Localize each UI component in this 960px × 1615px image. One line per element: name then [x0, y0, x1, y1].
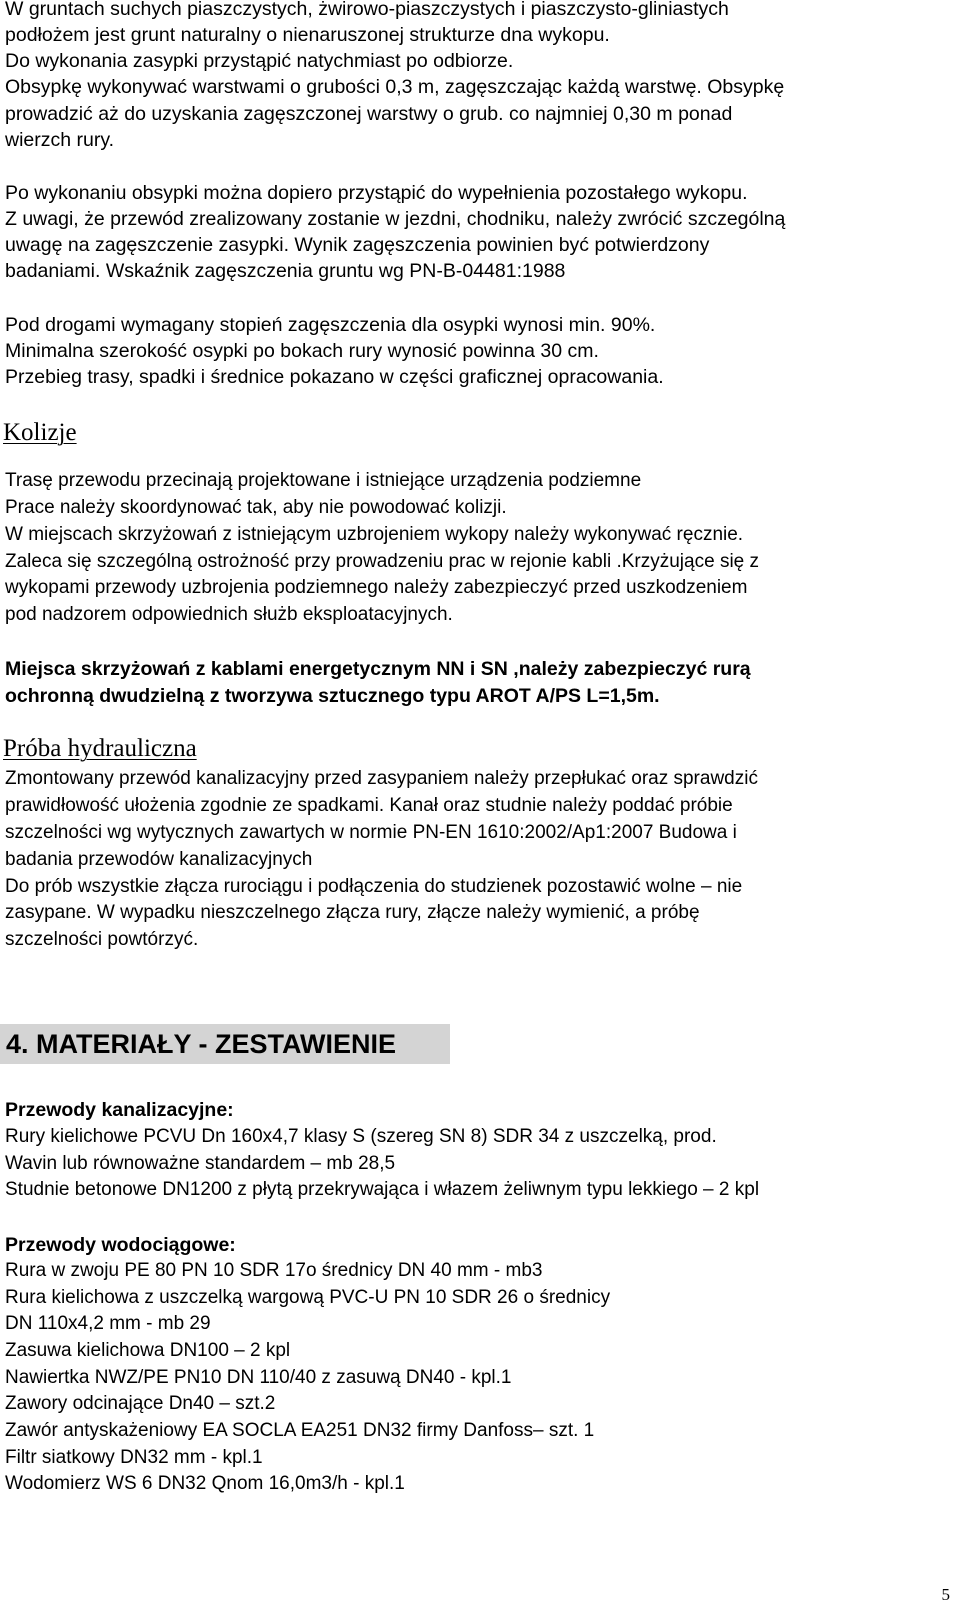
body-text-line: pod nadzorem odpowiednich służb eksploatacyjnych. — [5, 604, 453, 625]
section-4-heading: 4. MATERIAŁY - ZESTAWIENIE — [0, 1024, 450, 1064]
body-text-line: podłożem jest grunt naturalny o nienaruszonej strukturze dna wykopu. — [5, 24, 610, 46]
material-line: Rura kielichowa z uszczelką wargową PVC-U PN 10 SDR 26 o średnicy — [5, 1287, 611, 1308]
body-text-line: Przebieg trasy, spadki i średnice pokazano w części graficznej opracowania. — [5, 366, 664, 388]
body-text-line: szczelności wg wytycznych zawartych w normie PN-EN 1610:2002/Ap1:2007 Budowa i — [5, 822, 737, 843]
material-line: Rura w zwoju PE 80 PN 10 SDR 17o średnicy DN 40 mm - mb3 — [5, 1260, 543, 1281]
body-text-line: W miejscach skrzyżowań z istniejącym uzbrojeniem wykopy należy wykonywać ręcznie. — [5, 524, 744, 545]
body-text-line: Po wykonaniu obsypki można dopiero przystąpić do wypełnienia pozostałego wykopu. — [5, 182, 748, 204]
bold-warning-line: Miejsca skrzyżowań z kablami energetycznym NN i SN ,należy zabezpieczyć rurą — [5, 658, 751, 680]
body-text-line: prowadzić aż do uzyskania zagęszczonej warstwy o grub. co najmniej 0,30 m ponad — [5, 103, 733, 125]
body-text-line: Trasę przewodu przecinają projektowane i istniejące urządzenia podziemne — [5, 470, 642, 491]
bold-warning-line: ochronną dwudzielną z tworzywa sztucznego typu AROT A/PS L=1,5m. — [5, 685, 660, 707]
material-line: DN 110x4,2 mm - mb 29 — [5, 1313, 211, 1334]
page-number: 5 — [941, 1585, 950, 1604]
subheading-wodociagowe: Przewody wodociągowe: — [5, 1234, 236, 1256]
body-text-line: Do wykonania zasypki przystąpić natychmiast po odbiorze. — [5, 50, 514, 72]
body-text-line: Zaleca się szczególną ostrożność przy prowadzeniu prac w rejonie kabli .Krzyżujące się z — [5, 551, 760, 572]
section-heading-kolizje: Kolizje — [3, 419, 77, 446]
material-line: Zasuwa kielichowa DN100 – 2 kpl — [5, 1340, 291, 1361]
body-text-line: Z uwagi, że przewód zrealizowany zostanie w jezdni, chodniku, należy zwrócić szczególną — [5, 208, 786, 230]
material-line: Zawór antyskażeniowy EA SOCLA EA251 DN32 firmy Danfoss– szt. 1 — [5, 1420, 595, 1441]
body-text-line: Zmontowany przewód kanalizacyjny przed zasypaniem należy przepłukać oraz sprawdzić — [5, 768, 758, 789]
material-line: Wavin lub równoważne standardem – mb 28,5 — [5, 1153, 396, 1174]
body-text-line: uwagę na zagęszczenie zasypki. Wynik zagęszczenia powinien być potwierdzony — [5, 234, 710, 256]
body-text-line: Minimalna szerokość osypki po bokach rury wynosić powinna 30 cm. — [5, 340, 599, 362]
body-text-line: badania przewodów kanalizacyjnych — [5, 849, 313, 870]
material-line: Nawiertka NWZ/PE PN10 DN 110/40 z zasuwą DN40 - kpl.1 — [5, 1367, 512, 1388]
material-line: Wodomierz WS 6 DN32 Qnom 16,0m3/h - kpl.1 — [5, 1473, 405, 1494]
material-line: Rury kielichowe PCVU Dn 160x4,7 klasy S (szereg SN 8) SDR 34 z uszczelką, prod. — [5, 1126, 717, 1147]
body-text-line: zasypane. W wypadku nieszczelnego złącza rury, złącze należy wymienić, a próbę — [5, 902, 700, 923]
material-line: Filtr siatkowy DN32 mm - kpl.1 — [5, 1447, 263, 1468]
body-text-line: Pod drogami wymagany stopień zagęszczenia dla osypki wynosi min. 90%. — [5, 314, 656, 336]
subheading-kanalizacyjne: Przewody kanalizacyjne: — [5, 1099, 234, 1121]
material-line: Zawory odcinające Dn40 – szt.2 — [5, 1393, 276, 1414]
body-text-line: wykopami przewody uzbrojenia podziemnego należy zabezpieczyć przed uszkodzeniem — [5, 577, 748, 598]
body-text-line: prawidłowość ułożenia zgodnie ze spadkami. Kanał oraz studnie należy poddać próbie — [5, 795, 733, 816]
body-text-line: szczelności powtórzyć. — [5, 929, 199, 950]
body-text-line: Prace należy skoordynować tak, aby nie powodować kolizji. — [5, 497, 507, 518]
body-text-line: badaniami. Wskaźnik zagęszczenia gruntu wg PN-B-04481:1988 — [5, 260, 566, 282]
body-text-line: W gruntach suchych piaszczystych, żwirowo-piaszczystych i piaszczysto-gliniastych — [5, 0, 729, 20]
body-text-line: wierzch rury. — [5, 129, 115, 151]
body-text-line: Do prób wszystkie złącza rurociągu i podłączenia do studzienek pozostawić wolne – nie — [5, 876, 743, 897]
body-text-line: Obsypkę wykonywać warstwami o grubości 0,3 m, zagęszczając każdą warstwę. Obsypkę — [5, 76, 785, 98]
section-heading-proba: Próba hydrauliczna — [3, 735, 197, 762]
material-line: Studnie betonowe DN1200 z płytą przekrywająca i włazem żeliwnym typu lekkiego – 2 kpl — [5, 1179, 760, 1200]
